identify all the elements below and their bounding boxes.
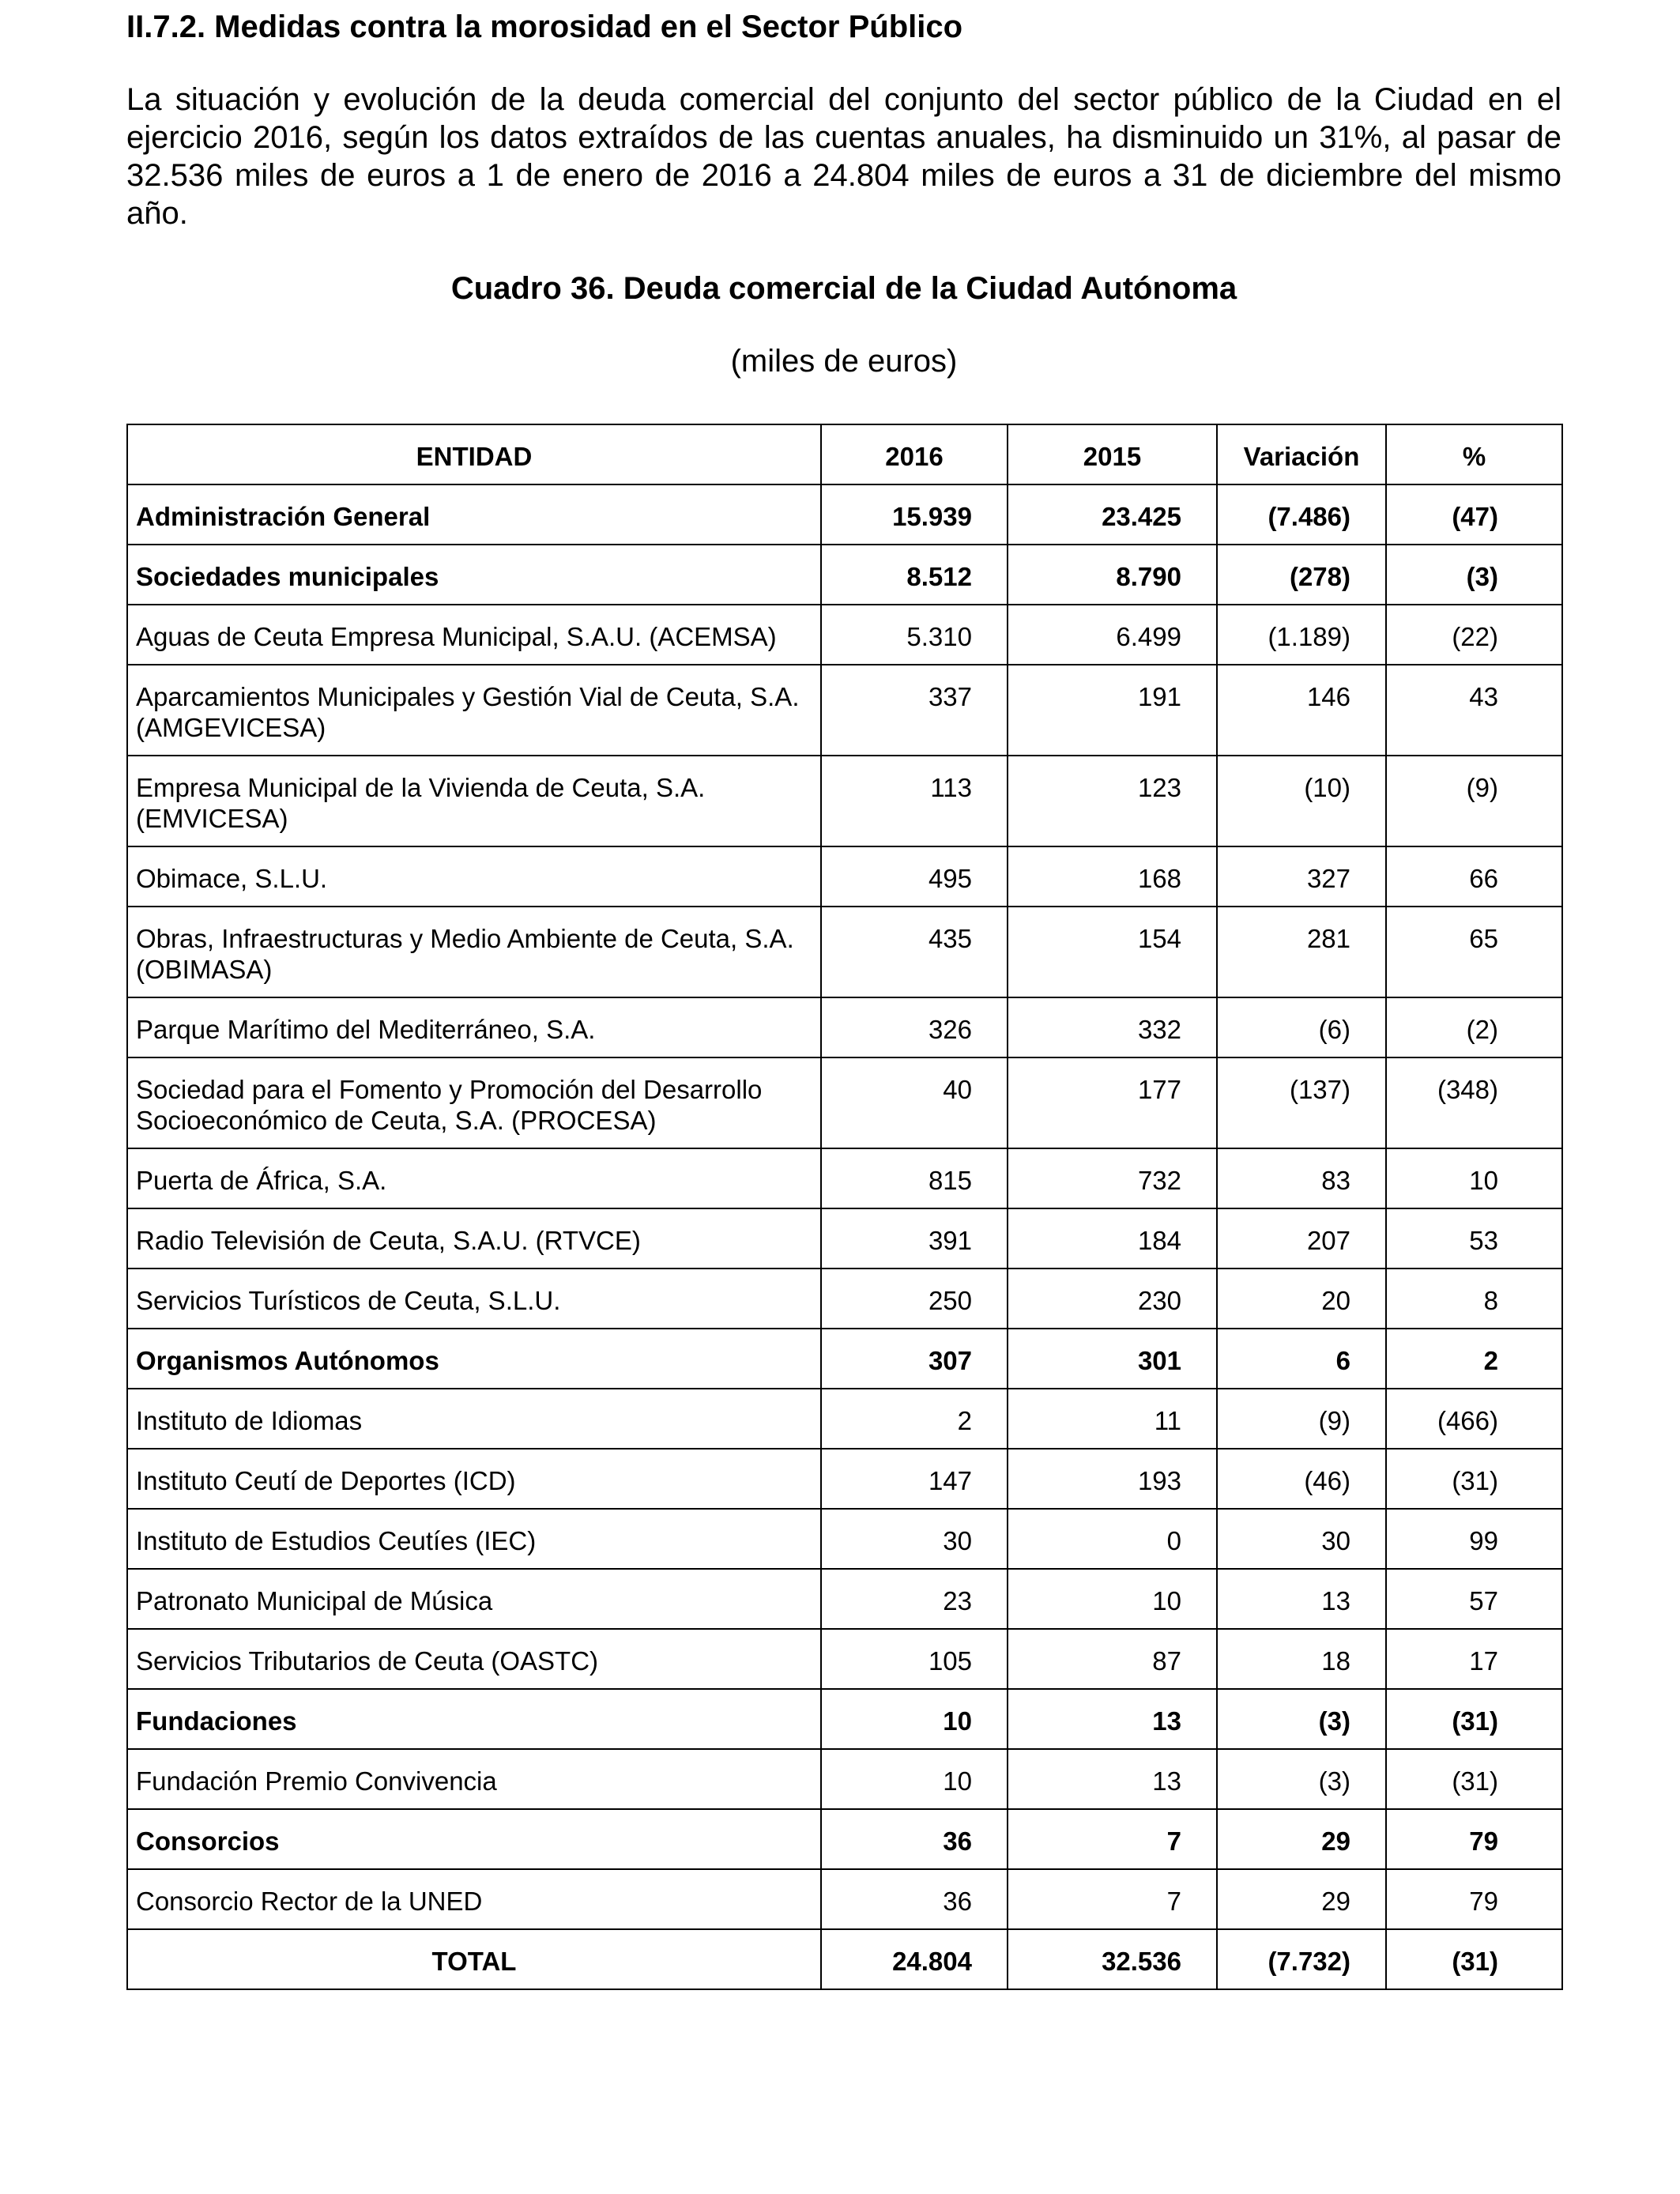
cell-2016: 250 — [821, 1269, 1008, 1329]
cell-entity: Administración General — [127, 484, 821, 545]
cell-variation: 146 — [1217, 665, 1386, 756]
cell-variation: (6) — [1217, 997, 1386, 1057]
cell-percent: (31) — [1386, 1749, 1562, 1809]
cell-entity: Puerta de África, S.A. — [127, 1148, 821, 1208]
table-row — [127, 1569, 1562, 1629]
table-row — [127, 484, 1562, 545]
cell-percent: (22) — [1386, 605, 1562, 665]
cell-2016: 36 — [821, 1809, 1008, 1869]
cell-2015: 13 — [1008, 1689, 1217, 1749]
cell-variation: (137) — [1217, 1057, 1386, 1148]
table-row — [127, 756, 1562, 846]
intro-paragraph: La situación y evolución de la deuda comercial del conjunto del sector público de la Ciudad en el ejercicio 2016, según los datos extraídos de las cuentas anuales, ha disminuido un 31%, al pasar de 32.536 miles de euros a 1 de enero de 2016 a 24.804 miles de euros a 31 de diciembre del mismo año. — [126, 82, 1561, 231]
total-row — [127, 1929, 1562, 1989]
cell-variation: 281 — [1217, 907, 1386, 997]
cell-percent: 53 — [1386, 1208, 1562, 1269]
header-2015: 2015 — [1008, 424, 1217, 484]
cell-percent: (348) — [1386, 1057, 1562, 1148]
table-row — [127, 1749, 1562, 1809]
table-row — [127, 1509, 1562, 1569]
cell-entity: Radio Televisión de Ceuta, S.A.U. (RTVCE) — [127, 1208, 821, 1269]
header-2016: 2016 — [821, 424, 1008, 484]
cell-entity: Fundaciones — [127, 1689, 821, 1749]
header-percent: % — [1386, 424, 1562, 484]
table-row — [127, 1689, 1562, 1749]
cell-percent: (9) — [1386, 756, 1562, 846]
cell-percent: (3) — [1386, 545, 1562, 605]
cell-entity: Aguas de Ceuta Empresa Municipal, S.A.U. (ACEMSA) — [127, 605, 821, 665]
cell-2016: 23 — [821, 1569, 1008, 1629]
cell-2015: 732 — [1008, 1148, 1217, 1208]
table-row — [127, 846, 1562, 907]
cell-2015: 6.499 — [1008, 605, 1217, 665]
total-2016: 24.804 — [821, 1929, 1008, 1989]
cell-percent: 65 — [1386, 907, 1562, 997]
table-row — [127, 997, 1562, 1057]
cell-entity: Fundación Premio Convivencia — [127, 1749, 821, 1809]
cell-percent: 66 — [1386, 846, 1562, 907]
table-row — [127, 1208, 1562, 1269]
cell-variation: 18 — [1217, 1629, 1386, 1689]
cell-percent: 8 — [1386, 1269, 1562, 1329]
cell-variation: 83 — [1217, 1148, 1386, 1208]
cell-variation: (10) — [1217, 756, 1386, 846]
cell-2016: 8.512 — [821, 545, 1008, 605]
cell-entity: Consorcio Rector de la UNED — [127, 1869, 821, 1929]
cell-variation: 6 — [1217, 1329, 1386, 1389]
cell-percent: (31) — [1386, 1449, 1562, 1509]
cell-entity: Servicios Turísticos de Ceuta, S.L.U. — [127, 1269, 821, 1329]
cell-percent: (2) — [1386, 997, 1562, 1057]
cell-entity: Obras, Infraestructuras y Medio Ambiente de Ceuta, S.A. (OBIMASA) — [127, 907, 821, 997]
table-units: (miles de euros) — [730, 344, 958, 379]
cell-2016: 435 — [821, 907, 1008, 997]
cell-2015: 184 — [1008, 1208, 1217, 1269]
table-row — [127, 1629, 1562, 1689]
table-row — [127, 605, 1562, 665]
cell-2015: 332 — [1008, 997, 1217, 1057]
cell-2015: 8.790 — [1008, 545, 1217, 605]
cell-variation: (278) — [1217, 545, 1386, 605]
cell-variation: (7.486) — [1217, 484, 1386, 545]
cell-entity: Instituto Ceutí de Deportes (ICD) — [127, 1449, 821, 1509]
cell-2015: 23.425 — [1008, 484, 1217, 545]
table-row — [127, 907, 1562, 997]
cell-2015: 123 — [1008, 756, 1217, 846]
cell-2016: 36 — [821, 1869, 1008, 1929]
cell-entity: Instituto de Idiomas — [127, 1389, 821, 1449]
cell-2016: 40 — [821, 1057, 1008, 1148]
cell-percent: 17 — [1386, 1629, 1562, 1689]
cell-2015: 230 — [1008, 1269, 1217, 1329]
section-heading: II.7.2. Medidas contra la morosidad en el Sector Público — [126, 9, 963, 44]
cell-variation: (3) — [1217, 1689, 1386, 1749]
table-row — [127, 1869, 1562, 1929]
cell-2016: 10 — [821, 1749, 1008, 1809]
cell-2015: 7 — [1008, 1809, 1217, 1869]
cell-entity: Parque Marítimo del Mediterráneo, S.A. — [127, 997, 821, 1057]
cell-entity: Organismos Autónomos — [127, 1329, 821, 1389]
cell-2016: 2 — [821, 1389, 1008, 1449]
table-row — [127, 1329, 1562, 1389]
cell-2016: 815 — [821, 1148, 1008, 1208]
total-label: TOTAL — [127, 1929, 821, 1989]
header-variacion: Variación — [1217, 424, 1386, 484]
cell-entity: Obimace, S.L.U. — [127, 846, 821, 907]
cell-variation: 327 — [1217, 846, 1386, 907]
table-row — [127, 665, 1562, 756]
cell-percent: 57 — [1386, 1569, 1562, 1629]
cell-percent: 99 — [1386, 1509, 1562, 1569]
cell-variation: (46) — [1217, 1449, 1386, 1509]
cell-entity: Servicios Tributarios de Ceuta (OASTC) — [127, 1629, 821, 1689]
cell-variation: 29 — [1217, 1869, 1386, 1929]
cell-2015: 177 — [1008, 1057, 1217, 1148]
table-row — [127, 545, 1562, 605]
table-row — [127, 1449, 1562, 1509]
cell-2015: 87 — [1008, 1629, 1217, 1689]
cell-2016: 495 — [821, 846, 1008, 907]
cell-variation: (3) — [1217, 1749, 1386, 1809]
cell-2016: 391 — [821, 1208, 1008, 1269]
cell-entity: Empresa Municipal de la Vivienda de Ceuta, S.A. (EMVICESA) — [127, 756, 821, 846]
cell-2016: 337 — [821, 665, 1008, 756]
cell-entity: Sociedad para el Fomento y Promoción del Desarrollo Socioeconómico de Ceuta, S.A. (PROCESA) — [127, 1057, 821, 1148]
header-entidad: ENTIDAD — [127, 424, 821, 484]
cell-2015: 193 — [1008, 1449, 1217, 1509]
table-header-row — [127, 424, 1562, 484]
cell-2016: 15.939 — [821, 484, 1008, 545]
cell-variation: (1.189) — [1217, 605, 1386, 665]
cell-percent: 10 — [1386, 1148, 1562, 1208]
cell-2015: 0 — [1008, 1509, 1217, 1569]
cell-2015: 11 — [1008, 1389, 1217, 1449]
cell-2015: 301 — [1008, 1329, 1217, 1389]
cell-2015: 10 — [1008, 1569, 1217, 1629]
table-row — [127, 1057, 1562, 1148]
table-row — [127, 1269, 1562, 1329]
table-row — [127, 1148, 1562, 1208]
cell-variation: (9) — [1217, 1389, 1386, 1449]
cell-2016: 105 — [821, 1629, 1008, 1689]
total-variation: (7.732) — [1217, 1929, 1386, 1989]
cell-variation: 13 — [1217, 1569, 1386, 1629]
table-row — [127, 1809, 1562, 1869]
cell-2016: 307 — [821, 1329, 1008, 1389]
cell-percent: 2 — [1386, 1329, 1562, 1389]
cell-2016: 10 — [821, 1689, 1008, 1749]
cell-percent: (47) — [1386, 484, 1562, 545]
cell-2015: 7 — [1008, 1869, 1217, 1929]
table-body — [127, 484, 1562, 1989]
cell-entity: Sociedades municipales — [127, 545, 821, 605]
cell-percent: (31) — [1386, 1689, 1562, 1749]
cell-percent: 79 — [1386, 1869, 1562, 1929]
cell-2016: 30 — [821, 1509, 1008, 1569]
cell-2015: 13 — [1008, 1749, 1217, 1809]
cell-entity: Instituto de Estudios Ceutíes (IEC) — [127, 1509, 821, 1569]
cell-variation: 29 — [1217, 1809, 1386, 1869]
cell-variation: 20 — [1217, 1269, 1386, 1329]
cell-2016: 113 — [821, 756, 1008, 846]
debt-table — [126, 424, 1563, 1990]
cell-variation: 30 — [1217, 1509, 1386, 1569]
cell-2015: 168 — [1008, 846, 1217, 907]
cell-2015: 154 — [1008, 907, 1217, 997]
cell-2015: 191 — [1008, 665, 1217, 756]
cell-entity: Patronato Municipal de Música — [127, 1569, 821, 1629]
cell-2016: 326 — [821, 997, 1008, 1057]
total-2015: 32.536 — [1008, 1929, 1217, 1989]
cell-2016: 147 — [821, 1449, 1008, 1509]
cell-entity: Aparcamientos Municipales y Gestión Vial de Ceuta, S.A. (AMGEVICESA) — [127, 665, 821, 756]
cell-percent: (466) — [1386, 1389, 1562, 1449]
total-percent: (31) — [1386, 1929, 1562, 1989]
table-row — [127, 1389, 1562, 1449]
cell-percent: 43 — [1386, 665, 1562, 756]
cell-entity: Consorcios — [127, 1809, 821, 1869]
cell-percent: 79 — [1386, 1809, 1562, 1869]
cell-variation: 207 — [1217, 1208, 1386, 1269]
cell-2016: 5.310 — [821, 605, 1008, 665]
table-title: Cuadro 36. Deuda comercial de la Ciudad Autónoma — [450, 271, 1237, 306]
